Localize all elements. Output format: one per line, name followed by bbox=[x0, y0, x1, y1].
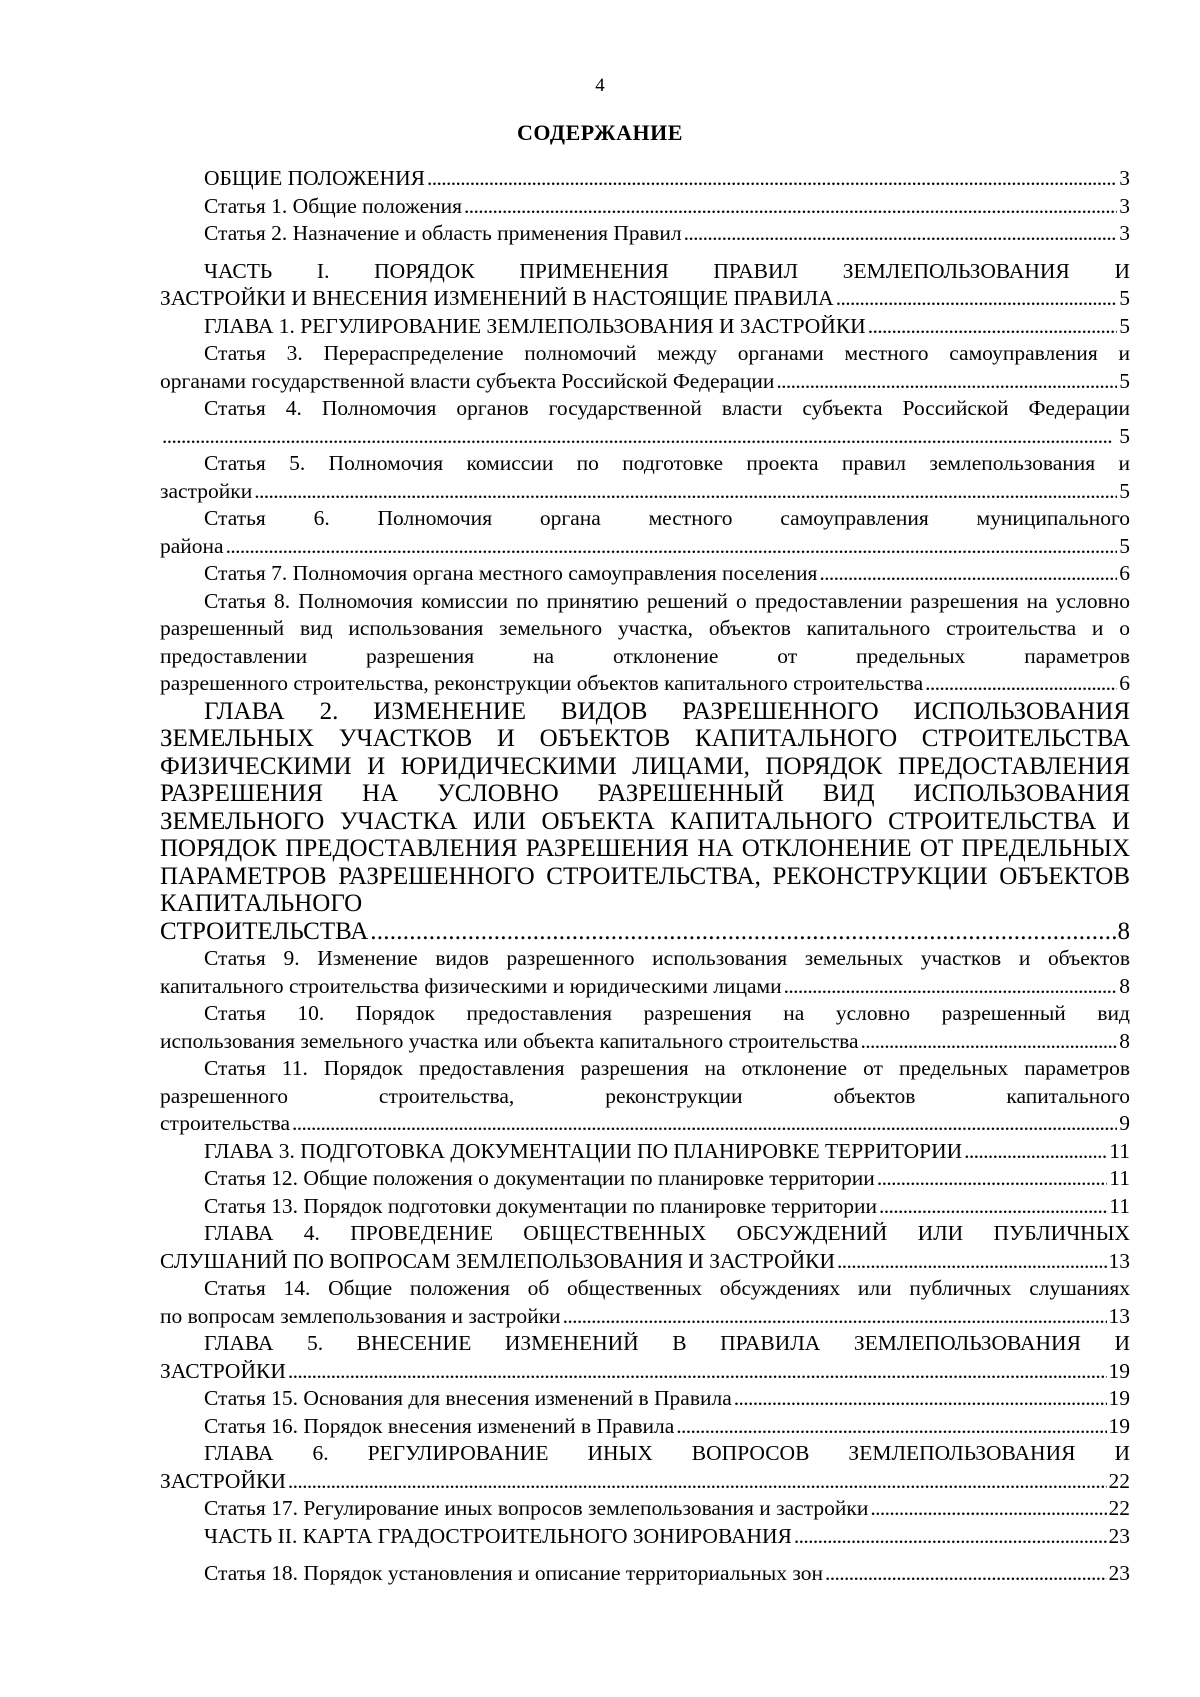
dot-leader bbox=[288, 1358, 1107, 1386]
toc-entry-last-line: Статья 15. Основания для внесения изменений в Правила bbox=[204, 1386, 732, 1410]
toc-entry[interactable] bbox=[160, 698, 1130, 946]
toc-page-number: 11 bbox=[1109, 1193, 1130, 1218]
toc-entry-last-line: ЗАСТРОЙКИ bbox=[160, 1358, 286, 1383]
toc-page-number: 6 bbox=[1119, 561, 1130, 585]
toc-entry[interactable] bbox=[160, 1523, 1130, 1551]
toc-entry-last-line: Статья 13. Порядок подготовки документации по планировке территории bbox=[204, 1193, 878, 1218]
toc-entry-line bbox=[160, 1560, 1130, 1588]
toc-entry-line bbox=[160, 1523, 1130, 1551]
toc-entry-line bbox=[160, 368, 1130, 396]
toc-page-number: 5 bbox=[1119, 313, 1130, 338]
dot-leader bbox=[868, 313, 1118, 341]
toc-page-number: 5 bbox=[1119, 423, 1130, 448]
toc-entry[interactable] bbox=[160, 193, 1130, 221]
toc-page-number: 19 bbox=[1108, 1386, 1130, 1410]
toc-entry-text: ЧАСТЬ I. ПОРЯДОК ПРИМЕНЕНИЯ ПРАВИЛ ЗЕМЛЕПОЛЬЗОВАНИЯ И bbox=[204, 258, 1130, 283]
toc-entry-line bbox=[160, 918, 1130, 946]
toc-entry-line bbox=[160, 973, 1130, 1001]
toc-entry-text: Статья 14. Общие положения об общественных обсуждениях или публичных слушаниях bbox=[204, 1276, 1130, 1300]
toc-entry-last-line: капитального строительства физическими и юридическими лицами bbox=[160, 973, 782, 998]
toc-entry-line bbox=[160, 1495, 1130, 1523]
dot-leader bbox=[825, 1560, 1107, 1588]
dot-leader bbox=[162, 423, 1117, 451]
toc-page-number: 9 bbox=[1119, 1111, 1130, 1135]
toc-entry[interactable] bbox=[160, 588, 1130, 698]
dot-leader bbox=[836, 285, 1118, 313]
toc-entry-text: ГЛАВА 5. ВНЕСЕНИЕ ИЗМЕНЕНИЙ В ПРАВИЛА ЗЕМЛЕПОЛЬЗОВАНИЯ И bbox=[204, 1331, 1130, 1355]
toc-entry[interactable] bbox=[160, 165, 1130, 193]
toc-entry-line bbox=[160, 1248, 1130, 1276]
toc-entry-line bbox=[160, 1028, 1130, 1056]
toc-entry-text: Статья 3. Перераспределение полномочий между органами местного самоуправления и bbox=[204, 341, 1130, 365]
dot-leader bbox=[861, 1028, 1118, 1056]
toc-page-number: 5 bbox=[1119, 533, 1130, 558]
dot-leader bbox=[684, 220, 1118, 248]
toc-page-number: 8 bbox=[1119, 1028, 1130, 1053]
toc-entry-last-line: СТРОИТЕЛЬСТВА bbox=[160, 917, 369, 945]
toc-entry[interactable] bbox=[160, 505, 1130, 560]
toc-page-number: 23 bbox=[1108, 1561, 1130, 1585]
dot-leader bbox=[819, 560, 1117, 588]
table-of-contents bbox=[160, 165, 1130, 1588]
toc-entry-line bbox=[160, 1138, 1130, 1166]
toc-entry-last-line: органами государственной власти субъекта Российской Федерации bbox=[160, 368, 775, 393]
toc-entry-last-line: застройки bbox=[160, 478, 253, 503]
toc-entry-line bbox=[160, 1110, 1130, 1138]
toc-page-number: 22 bbox=[1108, 1496, 1130, 1520]
toc-entry-last-line: строительства bbox=[160, 1111, 291, 1135]
toc-entry[interactable] bbox=[160, 1385, 1130, 1413]
toc-entry-last-line: ГЛАВА 3. ПОДГОТОВКА ДОКУМЕНТАЦИИ ПО ПЛАНИРОВКЕ ТЕРРИТОРИИ bbox=[204, 1138, 963, 1163]
dot-leader bbox=[925, 670, 1117, 698]
toc-entry-line bbox=[160, 1358, 1130, 1386]
dot-leader bbox=[837, 1248, 1106, 1276]
toc-entry-last-line: Статья 12. Общие положения о документации по планировке территории bbox=[204, 1166, 875, 1190]
toc-entry[interactable] bbox=[160, 1165, 1130, 1193]
toc-entry-last-line: Статья 18. Порядок установления и описание территориальных зон bbox=[204, 1561, 823, 1585]
toc-page-number: 5 bbox=[1119, 478, 1130, 503]
toc-entry-line bbox=[160, 165, 1130, 193]
toc-page-number: 11 bbox=[1109, 1138, 1130, 1163]
toc-page-number: 13 bbox=[1108, 1248, 1130, 1273]
toc-entry-last-line: ГЛАВА 1. РЕГУЛИРОВАНИЕ ЗЕМЛЕПОЛЬЗОВАНИЯ И ЗАСТРОЙКИ bbox=[204, 313, 866, 338]
toc-entry-line bbox=[160, 423, 1130, 451]
toc-entry-last-line: ЗАСТРОЙКИ bbox=[160, 1468, 286, 1493]
toc-page-number: 8 bbox=[1119, 973, 1130, 998]
toc-entry-line bbox=[160, 313, 1130, 341]
dot-leader bbox=[964, 1138, 1107, 1166]
toc-entry[interactable] bbox=[160, 450, 1130, 505]
toc-entry[interactable] bbox=[160, 1220, 1130, 1275]
toc-entry-last-line: ЧАСТЬ II. КАРТА ГРАДОСТРОИТЕЛЬНОГО ЗОНИРОВАНИЯ bbox=[204, 1523, 792, 1548]
toc-entry-text: Статья 10. Порядок предоставления разрешения на условно разрешенный вид bbox=[204, 1001, 1130, 1025]
toc-page-number: 5 bbox=[1119, 368, 1130, 393]
dot-leader bbox=[870, 1495, 1106, 1523]
toc-entry[interactable] bbox=[160, 1193, 1130, 1221]
dot-leader bbox=[370, 918, 1115, 946]
toc-entry-last-line: разрешенного строительства, реконструкции объектов капитального строительства bbox=[160, 671, 924, 695]
toc-page-number: 6 bbox=[1119, 671, 1130, 695]
toc-entry-line bbox=[160, 533, 1130, 561]
dot-leader bbox=[776, 368, 1117, 396]
toc-entry-text: ГЛАВА 6. РЕГУЛИРОВАНИЕ ИНЫХ ВОПРОСОВ ЗЕМЛЕПОЛЬЗОВАНИЯ И bbox=[204, 1441, 1130, 1465]
page-number: 4 bbox=[595, 75, 605, 96]
toc-entry[interactable] bbox=[160, 1495, 1130, 1523]
dot-leader bbox=[794, 1523, 1107, 1551]
dot-leader bbox=[784, 973, 1118, 1001]
toc-page-number: 3 bbox=[1119, 221, 1130, 245]
toc-page-number: 5 bbox=[1119, 286, 1130, 310]
toc-entry-last-line: Статья 17. Регулирование иных вопросов землепользования и застройки bbox=[204, 1496, 869, 1520]
toc-entry-line bbox=[160, 670, 1130, 698]
toc-entry-last-line: по вопросам землепользования и застройки bbox=[160, 1303, 561, 1328]
page-title: СОДЕРЖАНИЕ bbox=[517, 120, 683, 145]
toc-entry[interactable] bbox=[160, 1275, 1130, 1330]
toc-entry-text: Статья 11. Порядок предоставления разрешения на отклонение от предельных параметров разрешенного строительства, реконструкции объектов капитального bbox=[160, 1056, 1130, 1108]
dot-leader bbox=[292, 1110, 1117, 1138]
dot-leader bbox=[879, 1193, 1107, 1221]
toc-entry-text: Статья 9. Изменение видов разрешенного использования земельных участков и объектов bbox=[204, 946, 1130, 970]
toc-entry[interactable] bbox=[160, 1413, 1130, 1441]
dot-leader bbox=[288, 1468, 1107, 1496]
dot-leader bbox=[676, 1413, 1106, 1441]
toc-entry-last-line: СЛУШАНИЙ ПО ВОПРОСАМ ЗЕМЛЕПОЛЬЗОВАНИЯ И ЗАСТРОЙКИ bbox=[160, 1248, 836, 1273]
toc-entry-line bbox=[160, 1468, 1130, 1496]
dot-leader bbox=[877, 1165, 1107, 1193]
toc-page-number: 19 bbox=[1108, 1358, 1130, 1383]
toc-entry-text: Статья 6. Полномочия органа местного самоуправления муниципального bbox=[204, 506, 1130, 530]
toc-entry-text: Статья 4. Полномочия органов государственной власти субъекта Российской Федерации bbox=[204, 396, 1130, 420]
toc-entry[interactable] bbox=[160, 560, 1130, 588]
toc-entry-last-line: района bbox=[160, 533, 224, 558]
toc-entry-line bbox=[160, 1303, 1130, 1331]
toc-entry-last-line: Статья 7. Полномочия органа местного самоуправления поселения bbox=[204, 561, 818, 585]
toc-page-number: 8 bbox=[1117, 917, 1130, 945]
toc-entry-line bbox=[160, 1385, 1130, 1413]
toc-entry-line bbox=[160, 285, 1130, 313]
toc-entry[interactable] bbox=[160, 1440, 1130, 1495]
dot-leader bbox=[226, 533, 1118, 561]
toc-entry[interactable] bbox=[160, 258, 1130, 313]
toc-entry[interactable] bbox=[160, 1138, 1130, 1166]
toc-entry-text: ГЛАВА 4. ПРОВЕДЕНИЕ ОБЩЕСТВЕННЫХ ОБСУЖДЕНИЙ ИЛИ ПУБЛИЧНЫХ bbox=[204, 1221, 1130, 1245]
toc-page-number: 11 bbox=[1109, 1166, 1130, 1190]
dot-leader bbox=[254, 478, 1117, 506]
toc-entry-text: Статья 5. Полномочия комиссии по подготовке проекта правил землепользования и bbox=[204, 451, 1130, 475]
toc-entry-line bbox=[160, 1193, 1130, 1221]
toc-entry-last-line: ЗАСТРОЙКИ И ВНЕСЕНИЯ ИЗМЕНЕНИЙ В НАСТОЯЩИЕ ПРАВИЛА bbox=[160, 286, 834, 310]
toc-entry-last-line: ОБЩИЕ ПОЛОЖЕНИЯ bbox=[204, 166, 425, 190]
dot-leader bbox=[427, 165, 1117, 193]
toc-page-number: 22 bbox=[1108, 1468, 1130, 1493]
dot-leader bbox=[464, 193, 1117, 221]
toc-entry[interactable] bbox=[160, 340, 1130, 395]
toc-entry-line bbox=[160, 478, 1130, 506]
toc-entry-line bbox=[160, 220, 1130, 248]
toc-entry[interactable] bbox=[160, 945, 1130, 1000]
toc-entry-line bbox=[160, 1413, 1130, 1441]
toc-entry[interactable] bbox=[160, 1560, 1130, 1588]
toc-entry[interactable] bbox=[160, 220, 1130, 248]
toc-entry-last-line: Статья 1. Общие положения bbox=[204, 193, 463, 218]
toc-page-number: 3 bbox=[1119, 193, 1130, 218]
toc-entry[interactable] bbox=[160, 1055, 1130, 1138]
toc-page-number: 13 bbox=[1108, 1303, 1130, 1328]
toc-entry-text: ГЛАВА 2. ИЗМЕНЕНИЕ ВИДОВ РАЗРЕШЕННОГО ИСПОЛЬЗОВАНИЯ ЗЕМЕЛЬНЫХ УЧАСТКОВ И ОБЪЕКТОВ КАПИТАЛЬНОГО СТРОИТЕЛЬСТВА ФИЗИЧЕСКИМИ И ЮРИДИЧЕСКИМИ ЛИЦАМИ, ПОРЯДОК ПРЕДОСТАВЛЕНИЯ РАЗРЕШЕНИЯ НА УСЛОВНО РАЗРЕШЕННЫЙ ВИД ИСПОЛЬЗОВАНИЯ ЗЕМЕЛЬНОГО УЧАСТКА ИЛИ ОБЪЕКТА КАПИТАЛЬНОГО СТРОИТЕЛЬСТВА И ПОРЯДОК ПРЕДОСТАВЛЕНИЯ РАЗРЕШЕНИЯ НА ОТКЛОНЕНИЕ ОТ ПРЕДЕЛЬНЫХ ПАРАМЕТРОВ РАЗРЕШЕННОГО СТРОИТЕЛЬСТВА, РЕКОНСТРУКЦИИ ОБЪЕКТОВ КАПИТАЛЬНОГО bbox=[160, 697, 1130, 917]
toc-entry[interactable] bbox=[160, 395, 1130, 450]
toc-entry-last-line: Статья 2. Назначение и область применения Правил bbox=[204, 221, 682, 245]
toc-page-number: 3 bbox=[1119, 166, 1130, 190]
dot-leader bbox=[734, 1385, 1107, 1413]
toc-entry-line bbox=[160, 193, 1130, 221]
toc-entry-line bbox=[160, 1165, 1130, 1193]
toc-entry-text: Статья 8. Полномочия комиссии по принятию решений о предоставлении разрешения на условно разрешенный вид использования земельного участка, объектов капитального строительства и о предоставлении разрешения на отклонение от предельных параметров bbox=[160, 588, 1130, 668]
dot-leader bbox=[563, 1303, 1107, 1331]
toc-page-number: 19 bbox=[1108, 1413, 1130, 1438]
toc-page-number: 23 bbox=[1108, 1523, 1130, 1548]
toc-entry-last-line: Статья 16. Порядок внесения изменений в Правила bbox=[204, 1413, 675, 1438]
toc-entry-line bbox=[160, 560, 1130, 588]
toc-entry[interactable] bbox=[160, 1000, 1130, 1055]
toc-entry[interactable] bbox=[160, 1330, 1130, 1385]
toc-entry-last-line: использования земельного участка или объекта капитального строительства bbox=[160, 1028, 859, 1053]
toc-entry[interactable] bbox=[160, 313, 1130, 341]
